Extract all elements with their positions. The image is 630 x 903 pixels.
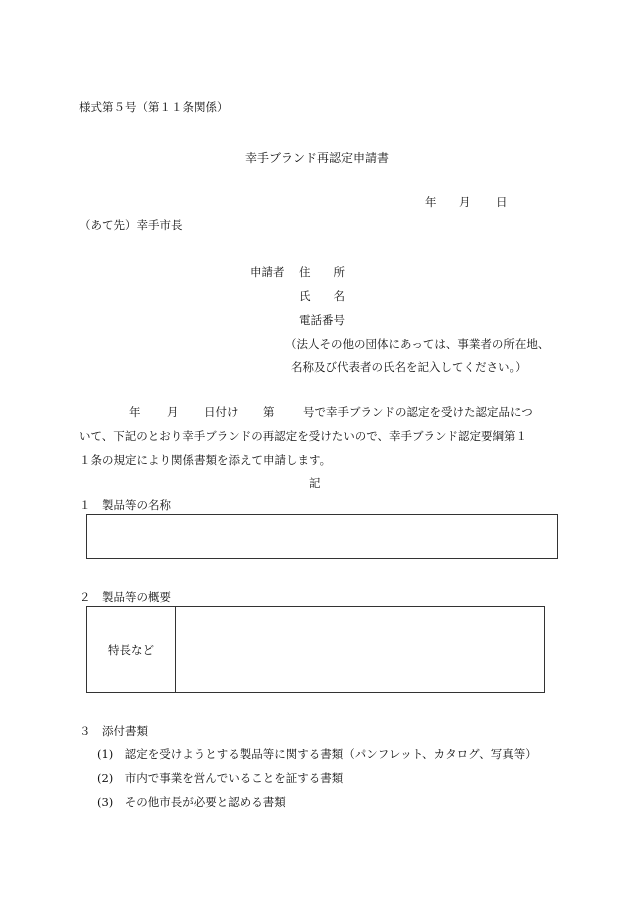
- body-line3: １条の規定により関係書類を添えて申請します。: [79, 453, 332, 467]
- section2-heading: ２ 製品等の概要: [79, 590, 171, 604]
- product-overview-table: [86, 606, 545, 693]
- section3-heading: ３ 添付書類: [79, 724, 148, 738]
- page-title: 幸手ブランド再認定申請書: [245, 151, 390, 165]
- body-month: 月: [167, 405, 179, 419]
- features-label-cell: [87, 607, 176, 692]
- body-year: 年: [129, 405, 141, 419]
- body-line2: いて、下記のとおり幸手ブランドの再認定を受けたいので、幸手ブランド認定要綱第１: [79, 429, 528, 443]
- date-year-label: 年: [425, 195, 437, 209]
- attachment-item: (1) 認定を受けようとする製品等に関する書類（パンフレット、カタログ、写真等）: [97, 747, 537, 761]
- applicant-note-line2: 名称及び代表者の氏名を記入してください。）: [291, 360, 527, 374]
- applicant-label: 申請者: [250, 265, 285, 279]
- product-name-field[interactable]: [86, 514, 558, 559]
- attachment-item: (3) その他市長が必要と認める書類: [97, 795, 286, 809]
- applicant-note-line1: （法人その他の団体にあっては、事業者の所在地、: [285, 337, 550, 351]
- body-dated: 日付け: [204, 405, 239, 419]
- addressee: （あて先）幸手市長: [79, 218, 183, 232]
- features-field[interactable]: [176, 607, 544, 692]
- features-label: 特長など: [108, 642, 154, 657]
- date-month-label: 月: [459, 195, 471, 209]
- applicant-phone-label: 電話番号: [299, 313, 345, 327]
- ki-heading: 記: [309, 476, 321, 490]
- body-dai: 第: [263, 405, 275, 419]
- section1-heading: １ 製品等の名称: [79, 498, 171, 512]
- body-line1-rest: 号で幸手ブランドの認定を受けた認定品につ: [303, 405, 533, 419]
- attachment-item: (2) 市内で事業を営んでいることを証する書類: [97, 771, 344, 785]
- date-day-label: 日: [496, 195, 508, 209]
- applicant-name-label: 氏 名: [299, 289, 345, 303]
- form-number: 様式第５号（第１１条関係）: [79, 100, 229, 114]
- applicant-address-label: 住 所: [299, 265, 345, 279]
